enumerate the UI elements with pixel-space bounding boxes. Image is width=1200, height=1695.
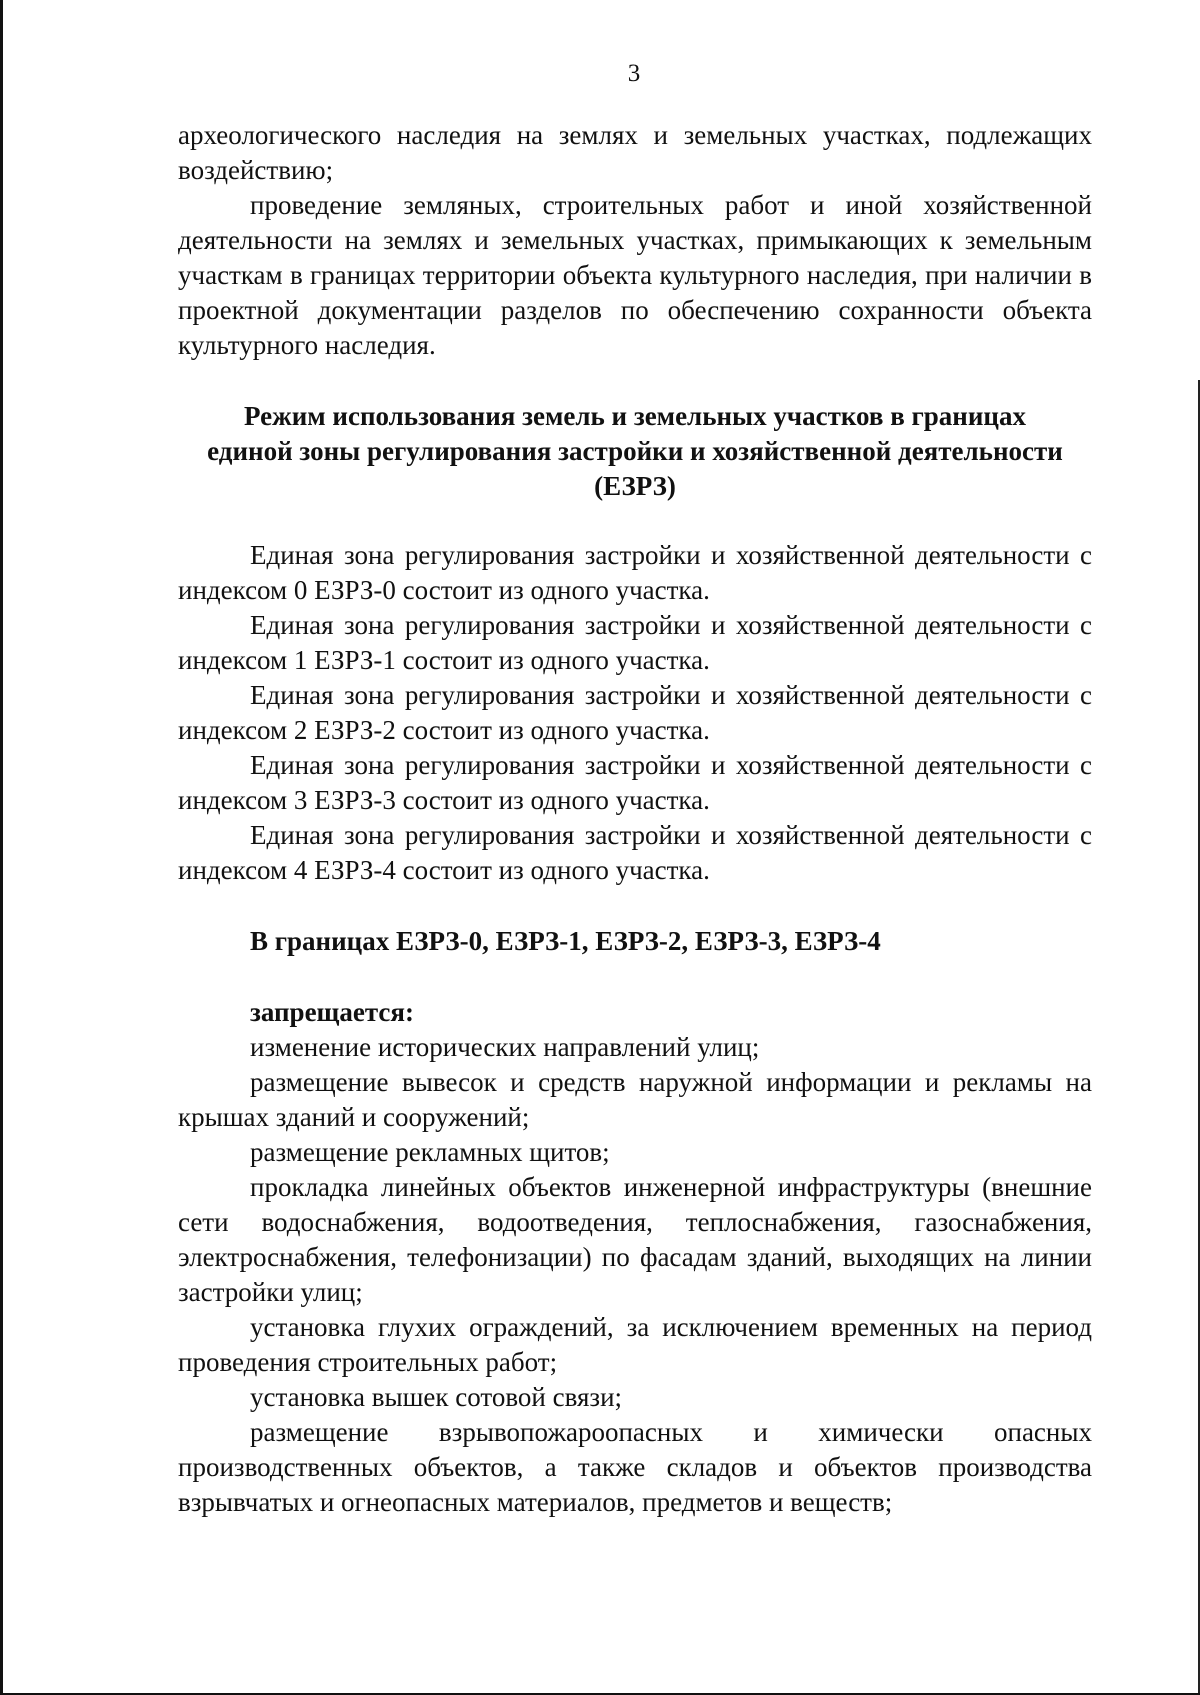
paragraph-earthworks: проведение земляных, строительных работ и иной хозяйственной деятельности на землях и земельных участках, примыкающих к земельным участкам в границах территории объекта культурного наследия, при наличии в проектной документации разделов по обеспечению сохранности объекта культурного наследия. [178,190,1092,360]
zone-paragraph-1: Единая зона регулирования застройки и хозяйственной деятельности с индексом 1 ЕЗРЗ-1 состоит из одного участка. [178,610,1092,675]
prohibited-item: установка вышек сотовой связи; [250,1382,623,1412]
page-number: 3 [627,60,641,87]
prohibited-item: изменение исторических направлений улиц; [250,1032,760,1062]
prohibited-item: прокладка линейных объектов инженерной инфраструктуры (внешние сети водоснабжения, водоотведения, теплоснабжения, газоснабжения, электроснабжения, телефонизации) по фасадам зданий, выходящих на линии застройки улиц; [178,1172,1092,1307]
zone-paragraph-3: Единая зона регулирования застройки и хозяйственной деятельности с индексом 3 ЕЗРЗ-3 состоит из одного участка. [178,750,1092,815]
scan-left-edge [0,0,3,1695]
zone-paragraph-4: Единая зона регулирования застройки и хозяйственной деятельности с индексом 4 ЕЗРЗ-4 состоит из одного участка. [178,820,1092,885]
prohibited-item: размещение вывесок и средств наружной информации и рекламы на крышах зданий и сооружений; [178,1067,1092,1132]
section-heading-line: (ЕЗРЗ) [594,471,676,501]
bounds-heading: В границах ЕЗРЗ-0, ЕЗРЗ-1, ЕЗРЗ-2, ЕЗРЗ-3, ЕЗРЗ-4 [250,926,881,956]
zone-paragraph-0: Единая зона регулирования застройки и хозяйственной деятельности с индексом 0 ЕЗРЗ-0 состоит из одного участка. [178,540,1092,605]
document-body [178,118,1092,1520]
prohibited-item: размещение рекламных щитов; [250,1137,610,1167]
prohibited-label: запрещается: [250,997,415,1027]
section-heading-line: Режим использования земель и земельных участков в границах [244,401,1026,431]
prohibited-item: размещение взрывопожароопасных и химически опасных производственных объектов, а также складов и объектов производства взрывчатых и огнеопасных материалов, предметов и веществ; [178,1417,1092,1517]
section-heading-line: единой зоны регулирования застройки и хозяйственной деятельности [207,436,1063,466]
zone-paragraph-2: Единая зона регулирования застройки и хозяйственной деятельности с индексом 2 ЕЗРЗ-2 состоит из одного участка. [178,680,1092,745]
section-heading [178,399,1092,504]
prohibited-item: установка глухих ограждений, за исключением временных на период проведения строительных работ; [178,1312,1092,1377]
paragraph-continuation: археологического наследия на землях и земельных участках, подлежащих воздействию; [178,120,1092,185]
